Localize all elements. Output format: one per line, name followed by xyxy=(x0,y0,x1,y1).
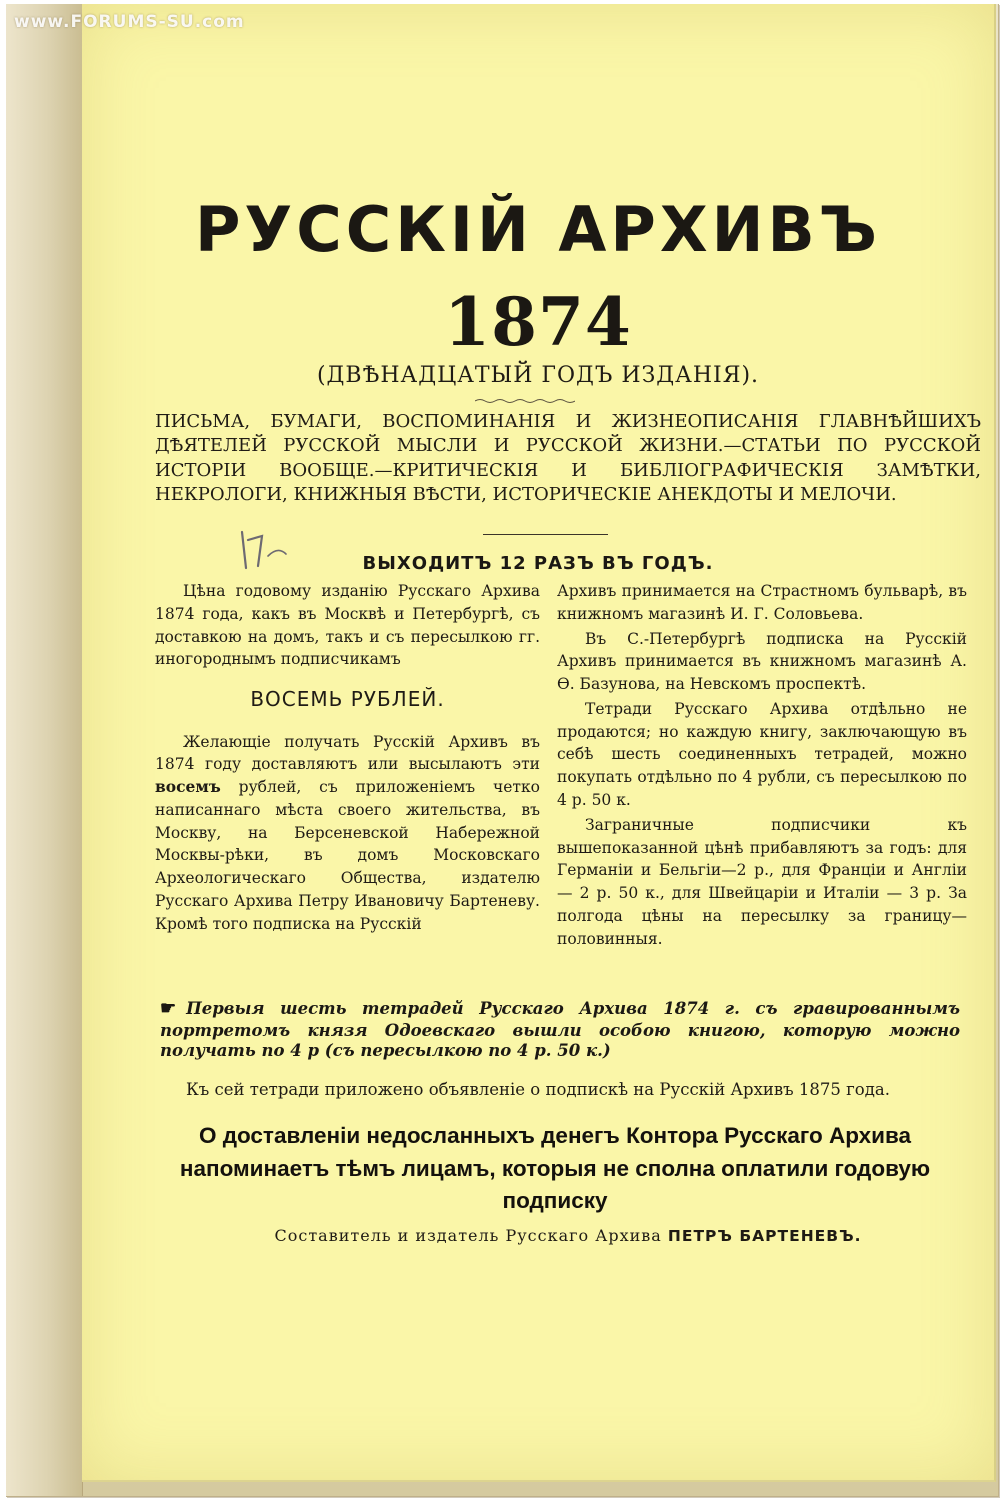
left-column xyxy=(155,580,540,938)
cover-subtitle: (ДВѢНАДЦАТЫЙ ГОДЪ ИЗДАНІЯ). xyxy=(316,363,760,388)
moscow-continued: Архивъ принимается на Страстномъ бульварѣ, въ книжномъ магазинѣ И. Г. Соловьева. xyxy=(557,582,967,623)
first-six-notice xyxy=(160,998,960,1062)
publication-frequency: ВЫХОДИТЪ 12 РАЗЪ ВЪ ГОДЪ. xyxy=(362,553,714,574)
cover-year: 1874 xyxy=(444,283,632,361)
price-amount: ВОСЕМЬ РУБЛЕЙ. xyxy=(250,687,445,712)
subscription-text-b: рублей, съ приложеніемъ четко написаннаго мѣста своего жительства, въ Москву, на Берсеневской Набережной Москвы-рѣки, въ домъ Московскаго Археологическаго Общества, издателю Русскаго Архива Петру Ивановичу Бартеневу. Кромѣ того подписка на Русскій xyxy=(155,778,541,933)
publisher-label: Составитель и издатель Русскаго Архива xyxy=(274,1226,662,1245)
pointing-hand-icon: ☛ xyxy=(160,998,177,1019)
supplement-note: Къ сей тетради приложено объявленіе о подпискѣ на Русскій Архивъ 1875 года. xyxy=(186,1080,890,1099)
watermark-text: www.FORUMS-SU.com xyxy=(14,12,245,32)
payment-reminder: О доставленіи недосланныхъ денегъ Контора Русскаго Архива напоминаетъ тѣмъ лицамъ, которыя не сполна оплатили годовую подписку xyxy=(179,1123,931,1214)
publisher-line xyxy=(82,1226,994,1245)
cover-title: РУССКІЙ АРХИВЪ xyxy=(194,193,882,266)
petersburg-paragraph: Въ С.-Петербургѣ подписка на Русскій Архивъ принимается въ книжномъ магазинѣ А. Ѳ. Базунова, на Невскомъ проспектѣ. xyxy=(557,629,967,694)
subscription-bold-word: восемъ xyxy=(155,777,221,797)
subscription-text-a: Желающіе получать Русскій Архивъ въ 1874 году доставляютъ или высылаютъ эти xyxy=(155,732,540,774)
price-intro: Цѣна годовому изданію Русскаго Архива 1874 года, какъ въ Москвѣ и Петербургѣ, съ доставкою на домъ, такъ и съ пересылкою гг. иногороднымъ подписчикамъ xyxy=(155,582,540,669)
ornament-squiggle xyxy=(475,398,575,404)
books-paragraph: Тетради Русскаго Архива отдѣльно не продаются; но каждую книгу, заключающую въ себѣ шесть соединенныхъ тетрадей, можно покупать отдѣльно по 4 рубли, съ пересылкою по 4 р. 50 к. xyxy=(557,699,967,810)
spine-edge xyxy=(6,4,83,1496)
right-column xyxy=(557,580,967,953)
foreign-paragraph: Заграничные подписчики къ вышепоказанной цѣнѣ прибавляютъ за годъ: для Германіи и Бельгіи—2 р., для Франціи и Англіи — 2 р. 50 к., для Швейцаріи и Италіи — 3 р. За полгода цѣны на пересылку за границу—половинныя. xyxy=(557,815,967,948)
subscription-paragraph xyxy=(155,731,540,936)
publisher-name: ПЕТРЪ БАРТЕНЕВЪ. xyxy=(667,1227,862,1245)
notice-text: Первыя шесть тетрадей Русскаго Архива 1874 г. съ гравированнымъ портретомъ князя Одоевскаго вышли особою книгою, которую можно получать по 4 р (съ пересылкою по 4 р. 50 к.) xyxy=(160,999,960,1061)
section-divider xyxy=(483,534,608,535)
contents-description: ПИСЬМА, БУМАГИ, ВОСПОМИНАНІЯ И ЖИЗНЕОПИСАНІЯ ГЛАВНѢЙШИХЪ ДѢЯТЕЛЕЙ РУССКОЙ МЫСЛИ И РУССКОЙ ЖИЗНИ.—СТАТЬИ ПО РУССКОЙ ИСТОРІИ ВООБЩЕ.—КРИТИЧЕСКІЯ И БИБЛІОГРАФИЧЕСКІЯ ЗАМѢТКИ, НЕКРОЛОГИ, КНИЖНЫЯ ВѢСТИ, ИСТОРИЧЕСКІЕ АНЕКДОТЫ И МЕЛОЧИ. xyxy=(155,411,981,506)
